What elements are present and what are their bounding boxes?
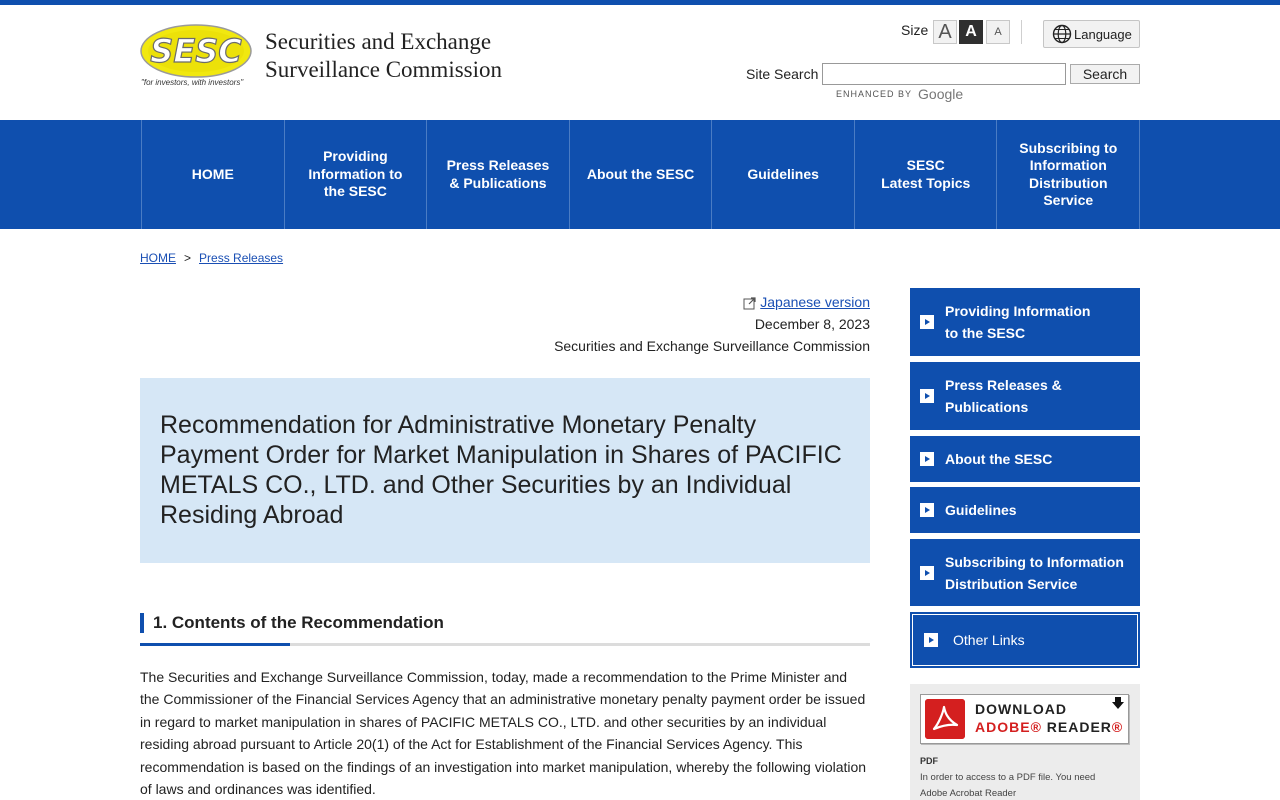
section-heading-accent <box>140 613 144 633</box>
header-divider <box>1021 20 1022 44</box>
top-accent-bar <box>0 0 1280 5</box>
nav-providing-information[interactable]: Providing Information to the SESC <box>285 120 428 229</box>
site-search-input[interactable] <box>822 63 1066 85</box>
nav-guidelines[interactable]: Guidelines <box>712 120 855 229</box>
sidebar-other-links[interactable] <box>910 612 1140 668</box>
site-search-label: Site Search <box>746 66 819 82</box>
sesc-logo-badge <box>140 24 252 82</box>
breadcrumb-separator: > <box>184 251 192 265</box>
nav-about[interactable]: About the SESC <box>570 120 713 229</box>
article-date: December 8, 2023 <box>754 316 870 332</box>
org-title <box>265 28 502 84</box>
adobe-download-label: DOWNLOAD <box>975 701 1067 717</box>
enhanced-by-label: ENHANCED BY <box>836 89 913 99</box>
sidebar-item-label: Subscribing to Information Distribution Service <box>945 553 1124 592</box>
nav-subscribing[interactable]: Subscribing to Information Distribution Service <box>997 120 1140 229</box>
adobe-brand-text: ADOBE <box>975 719 1031 735</box>
article-title-box <box>140 378 870 563</box>
globe-icon <box>1052 24 1072 44</box>
japanese-version-row <box>540 291 870 313</box>
language-button[interactable] <box>1043 20 1140 48</box>
adobe-reader-text: READER <box>1046 719 1112 735</box>
section-heading <box>140 612 870 646</box>
logo-text: SESC <box>150 32 242 70</box>
arrow-right-icon <box>920 389 934 403</box>
nav-press-releases[interactable]: Press Releases & Publications <box>427 120 570 229</box>
org-title-line2: Surveillance Commission <box>265 57 503 82</box>
nav-home[interactable]: HOME <box>142 120 285 229</box>
nav-latest-topics[interactable]: SESC Latest Topics <box>855 120 998 229</box>
search-button[interactable]: Search <box>1070 64 1140 84</box>
article-meta <box>540 291 870 357</box>
article-issuer: Securities and Exchange Surveillance Commission <box>554 338 870 354</box>
adobe-reader-label: ADOBE® READER® <box>975 719 1124 735</box>
sidebar-item-providing-information[interactable] <box>910 288 1140 356</box>
japanese-version-link[interactable]: Japanese version <box>760 294 870 310</box>
breadcrumb-home-link[interactable]: HOME <box>140 251 176 265</box>
text-size-large-button[interactable]: A <box>933 20 957 44</box>
sidebar-other-links-label: Other Links <box>953 632 1025 648</box>
logo-tagline: "for investors, with investors" <box>141 78 244 87</box>
text-size-label: Size <box>901 22 929 38</box>
site-logo[interactable] <box>140 24 520 90</box>
text-size-small-button[interactable]: A <box>986 20 1010 44</box>
section-underline-accent <box>140 643 290 646</box>
section-heading-text: 1. Contents of the Recommendation <box>153 613 444 632</box>
language-label: Language <box>1074 26 1132 42</box>
sidebar-item-label: Press Releases & Publications <box>945 377 1062 415</box>
sidebar-item-subscribing[interactable] <box>910 539 1140 606</box>
pdf-label: PDF <box>920 756 938 766</box>
sidebar-item-label: About the SESC <box>945 451 1053 467</box>
google-logo: Google <box>918 86 964 102</box>
arrow-right-icon <box>920 452 934 466</box>
download-arrow-icon <box>1111 696 1125 710</box>
breadcrumb <box>140 251 283 265</box>
sidebar-other-links-frame <box>912 614 1138 666</box>
sidebar-item-guidelines[interactable] <box>910 487 1140 533</box>
arrow-right-icon <box>920 566 934 580</box>
global-nav <box>0 120 1280 229</box>
sidebar-item-label: Providing Information to the SESC <box>945 303 1091 341</box>
sidebar-item-label: Guidelines <box>945 502 1017 518</box>
arrow-right-icon <box>920 315 934 329</box>
adobe-reader-icon <box>925 699 965 739</box>
text-size-medium-button[interactable]: A <box>959 20 983 44</box>
org-title-line1: Securities and Exchange <box>265 29 492 54</box>
breadcrumb-press-releases-link[interactable]: Press Releases <box>199 251 284 265</box>
sidebar-item-press-releases[interactable] <box>910 362 1140 430</box>
external-link-icon <box>743 296 757 310</box>
arrow-right-icon <box>924 633 938 647</box>
section-body-text: The Securities and Exchange Surveillance Commission, today, made a recommendation to the Prime Minister and the Commissioner of the Financial Services Agency that an administrative monetary penalty payment order be issued in regard to market manipulation in shares of PACIFIC METALS CO., LTD. and other securities by an individual residing abroad pursuant to Article 20(1) of the Act for Establishment of the Financial Services Agency. This recommendation is based on the findings of an investigation into market manipulation, whereby the following violation of laws and ordinances was identified. <box>140 669 867 798</box>
sidebar-item-about[interactable] <box>910 436 1140 482</box>
arrow-right-icon <box>920 503 934 517</box>
page-title: Recommendation for Administrative Monetary Penalty Payment Order for Market Manipulation in Shares of PACIFIC METALS CO., LTD. and Other Securities by an Individual Residing Abroad <box>160 411 842 529</box>
pdf-reader-box <box>910 684 1140 800</box>
pdf-note: In order to access to a PDF file. You need Adobe Acrobat Reader <box>920 772 1096 799</box>
enhanced-by-google <box>836 86 963 102</box>
download-adobe-reader-button[interactable] <box>920 694 1129 744</box>
